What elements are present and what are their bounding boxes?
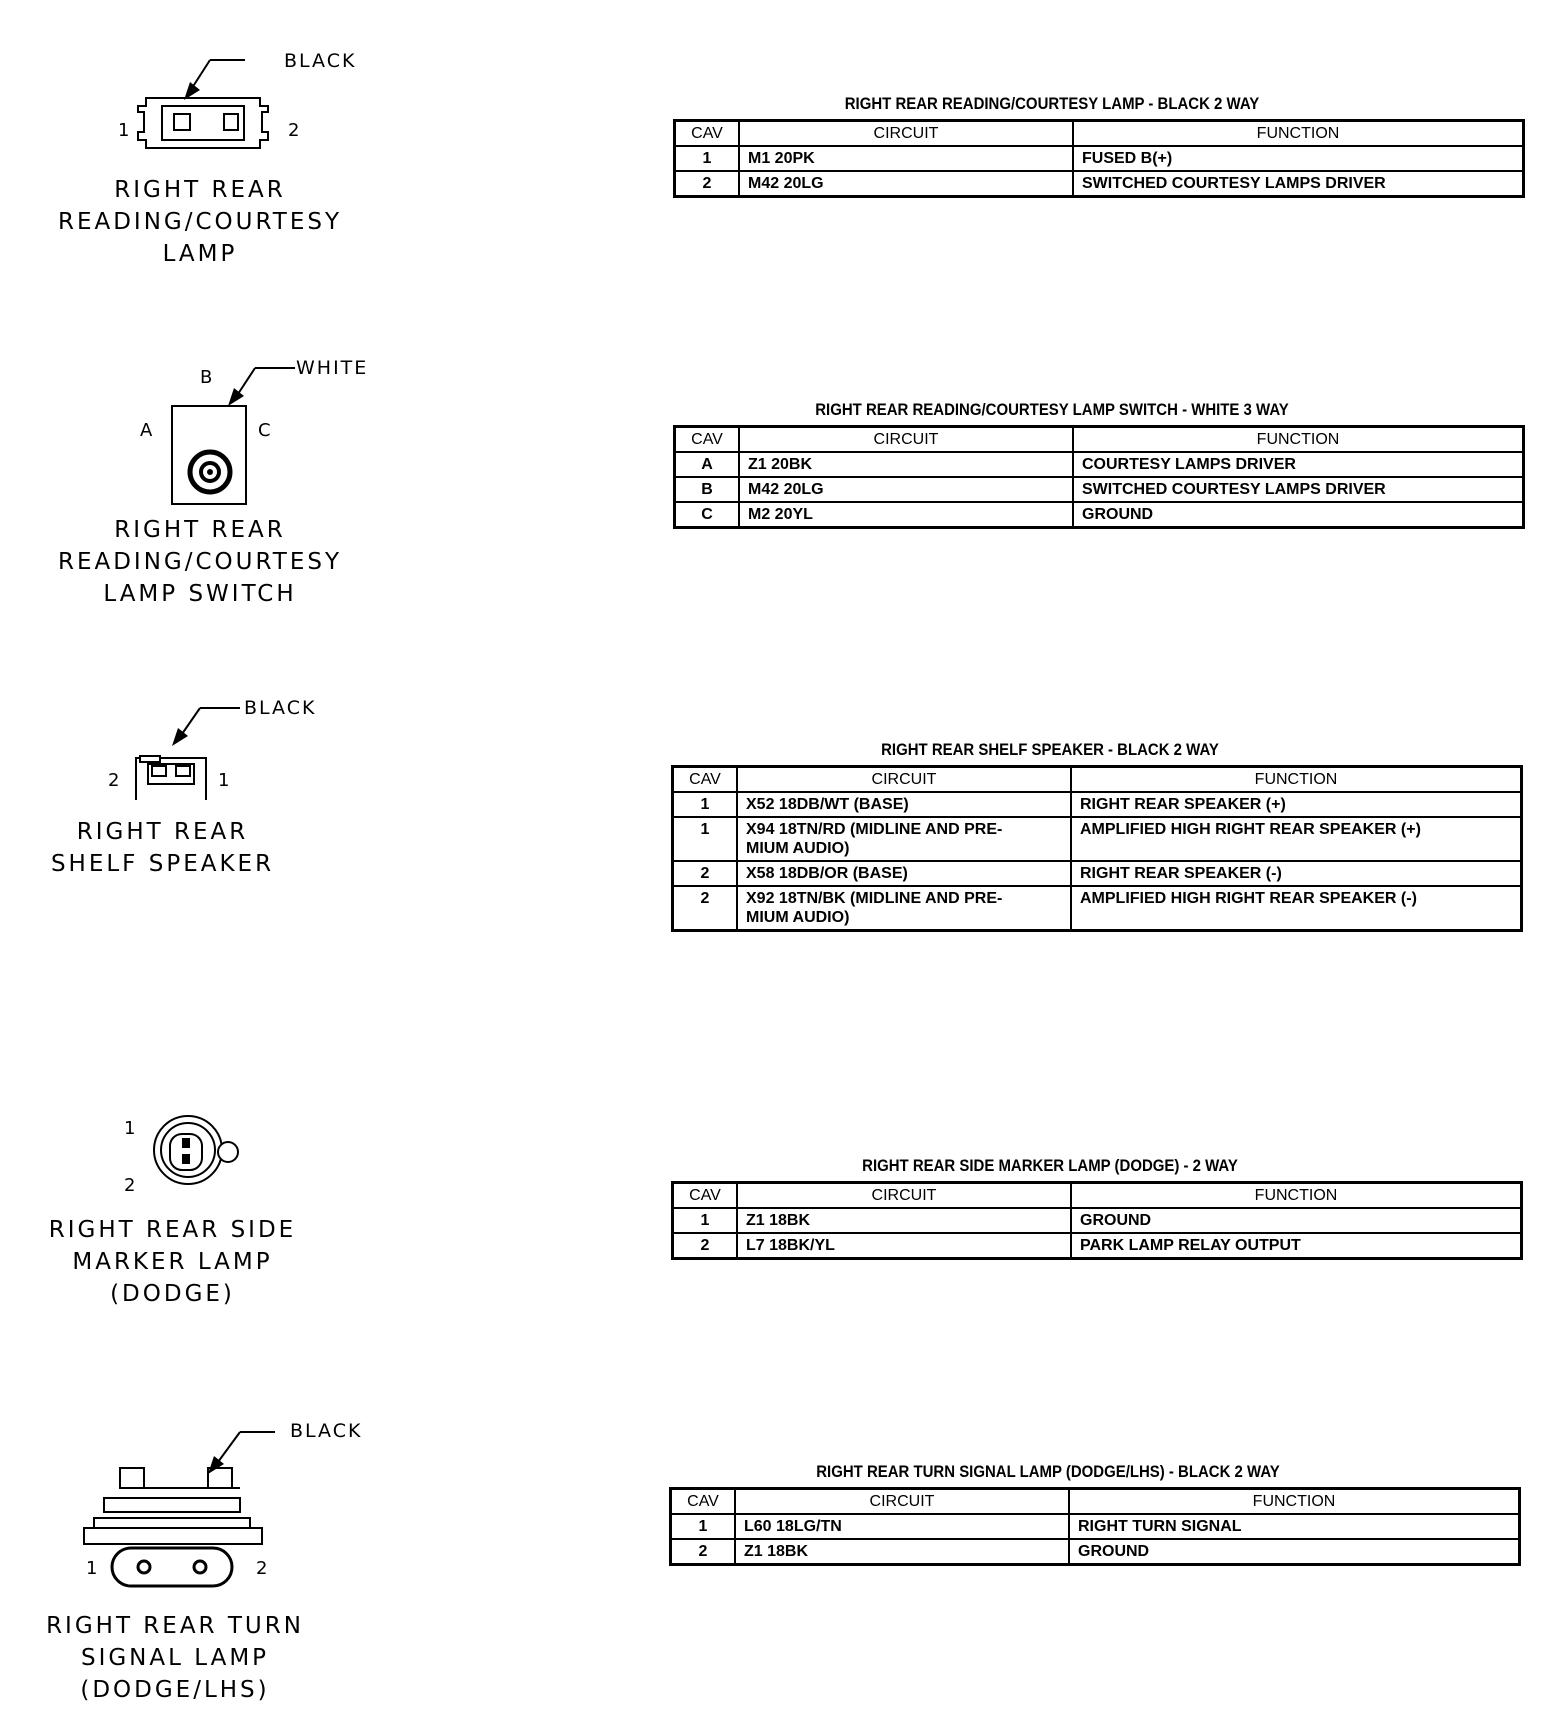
pin-table: [671, 1181, 1523, 1260]
table-row: [673, 792, 1522, 817]
cav-cell: 1: [673, 817, 738, 861]
pin-label: 2: [124, 1175, 136, 1196]
table-header-row: [673, 1183, 1522, 1209]
connector-name: RIGHT REAR TURN SIGNAL LAMP (DODGE/LHS): [46, 1613, 304, 1703]
function-cell: AMPLIFIED HIGH RIGHT REAR SPEAKER (+): [1071, 817, 1522, 861]
function-cell: GROUND: [1069, 1539, 1520, 1565]
circuit-cell: L60 18LG/TN: [735, 1514, 1069, 1539]
function-cell: COURTESY LAMPS DRIVER: [1073, 452, 1524, 477]
circuit-cell: M42 20LG: [739, 477, 1073, 502]
pin-table: [671, 765, 1523, 932]
function-cell: RIGHT REAR SPEAKER (-): [1071, 861, 1522, 886]
table-row: [671, 1539, 1520, 1565]
circuit-header: CIRCUIT: [737, 1183, 1071, 1209]
table-header-row: [675, 121, 1524, 147]
circuit-cell: Z1 20BK: [739, 452, 1073, 477]
cav-cell: 2: [673, 886, 738, 931]
connector-name: RIGHT REAR READING/COURTESY LAMP SWITCH: [57, 517, 343, 607]
table-title: RIGHT REAR READING/COURTESY LAMP SWITCH - WHITE 3 WAY: [815, 400, 1289, 419]
function-cell: GROUND: [1071, 1208, 1522, 1233]
table-title: RIGHT REAR SHELF SPEAKER - BLACK 2 WAY: [881, 740, 1219, 759]
circuit-cell: Z1 18BK: [737, 1208, 1071, 1233]
table-row: [671, 1514, 1520, 1539]
table-header-row: [673, 767, 1522, 793]
pin-label: B: [200, 367, 213, 388]
cav-cell: 1: [673, 1208, 738, 1233]
function-cell: AMPLIFIED HIGH RIGHT REAR SPEAKER (-): [1071, 886, 1522, 931]
pin-label: A: [140, 420, 153, 441]
circuit-header: CIRCUIT: [739, 427, 1073, 453]
pin-label: 1: [86, 1558, 98, 1579]
pin-label: 2: [108, 770, 120, 791]
pin-table: [669, 1487, 1521, 1566]
table-title: RIGHT REAR SIDE MARKER LAMP (DODGE) - 2 WAY: [862, 1156, 1238, 1175]
wire-color-label: BLACK: [284, 50, 357, 72]
cav-cell: 1: [671, 1514, 736, 1539]
table-row: [673, 817, 1522, 861]
cav-cell: 1: [675, 146, 740, 171]
cav-cell: A: [675, 452, 740, 477]
cav-cell: 2: [671, 1539, 736, 1565]
function-header: FUNCTION: [1069, 1489, 1520, 1515]
wire-color-label: BLACK: [244, 697, 317, 719]
pin-label: 2: [288, 120, 300, 141]
cav-cell: 1: [673, 792, 738, 817]
connector-name: RIGHT REAR SHELF SPEAKER: [50, 819, 275, 877]
table-row: [675, 171, 1524, 197]
table-title: RIGHT REAR READING/COURTESY LAMP - BLACK 2 WAY: [844, 94, 1260, 113]
table-row: [673, 861, 1522, 886]
table-row: [675, 502, 1524, 528]
function-header: FUNCTION: [1073, 427, 1524, 453]
table-row: [673, 1208, 1522, 1233]
cav-cell: 2: [673, 861, 738, 886]
cav-cell: 2: [675, 171, 740, 197]
connector-name: RIGHT REAR SIDE MARKER LAMP (DODGE): [48, 1217, 297, 1307]
table-header-row: [675, 427, 1524, 453]
function-header: FUNCTION: [1071, 1183, 1522, 1209]
cav-header: CAV: [675, 121, 740, 147]
circuit-header: CIRCUIT: [735, 1489, 1069, 1515]
table-row: [675, 477, 1524, 502]
function-cell: PARK LAMP RELAY OUTPUT: [1071, 1233, 1522, 1259]
cav-cell: C: [675, 502, 740, 528]
function-cell: RIGHT TURN SIGNAL: [1069, 1514, 1520, 1539]
function-header: FUNCTION: [1071, 767, 1522, 793]
pin-label: 1: [124, 1118, 136, 1139]
function-cell: SWITCHED COURTESY LAMPS DRIVER: [1073, 171, 1524, 197]
pin-label: 1: [118, 120, 130, 141]
table-header-row: [671, 1489, 1520, 1515]
table-row: [673, 886, 1522, 931]
cav-header: CAV: [671, 1489, 736, 1515]
circuit-cell: X94 18TN/RD (MIDLINE AND PRE- MIUM AUDIO): [737, 817, 1071, 861]
table-title: RIGHT REAR TURN SIGNAL LAMP (DODGE/LHS) - BLACK 2 WAY: [816, 1462, 1280, 1481]
function-cell: SWITCHED COURTESY LAMPS DRIVER: [1073, 477, 1524, 502]
circuit-cell: X58 18DB/OR (BASE): [737, 861, 1071, 886]
function-cell: GROUND: [1073, 502, 1524, 528]
table-row: [675, 452, 1524, 477]
circuit-cell: M1 20PK: [739, 146, 1073, 171]
cav-cell: 2: [673, 1233, 738, 1259]
circuit-cell: X52 18DB/WT (BASE): [737, 792, 1071, 817]
circuit-cell: L7 18BK/YL: [737, 1233, 1071, 1259]
table-row: [675, 146, 1524, 171]
pin-label: C: [258, 420, 271, 441]
circuit-header: CIRCUIT: [739, 121, 1073, 147]
side-marker-lamp-connector-icon: [130, 1100, 260, 1210]
function-header: FUNCTION: [1073, 121, 1524, 147]
pin-table: [673, 425, 1525, 529]
pin-label: 2: [256, 1558, 268, 1579]
cav-header: CAV: [673, 1183, 738, 1209]
circuit-header: CIRCUIT: [737, 767, 1071, 793]
pin-table: [673, 119, 1525, 198]
circuit-cell: X92 18TN/BK (MIDLINE AND PRE- MIUM AUDIO): [737, 886, 1071, 931]
circuit-cell: Z1 18BK: [735, 1539, 1069, 1565]
turn-signal-lamp-connector-icon: [80, 1420, 380, 1600]
pin-label: 1: [218, 770, 230, 791]
circuit-cell: M42 20LG: [739, 171, 1073, 197]
function-cell: FUSED B(+): [1073, 146, 1524, 171]
cav-header: CAV: [673, 767, 738, 793]
connector-name: RIGHT REAR READING/COURTESY LAMP: [57, 177, 343, 267]
cav-header: CAV: [675, 427, 740, 453]
table-row: [673, 1233, 1522, 1259]
circuit-cell: M2 20YL: [739, 502, 1073, 528]
function-cell: RIGHT REAR SPEAKER (+): [1071, 792, 1522, 817]
wire-color-label: WHITE: [296, 357, 369, 379]
cav-cell: B: [675, 477, 740, 502]
wire-color-label: BLACK: [290, 1420, 363, 1442]
